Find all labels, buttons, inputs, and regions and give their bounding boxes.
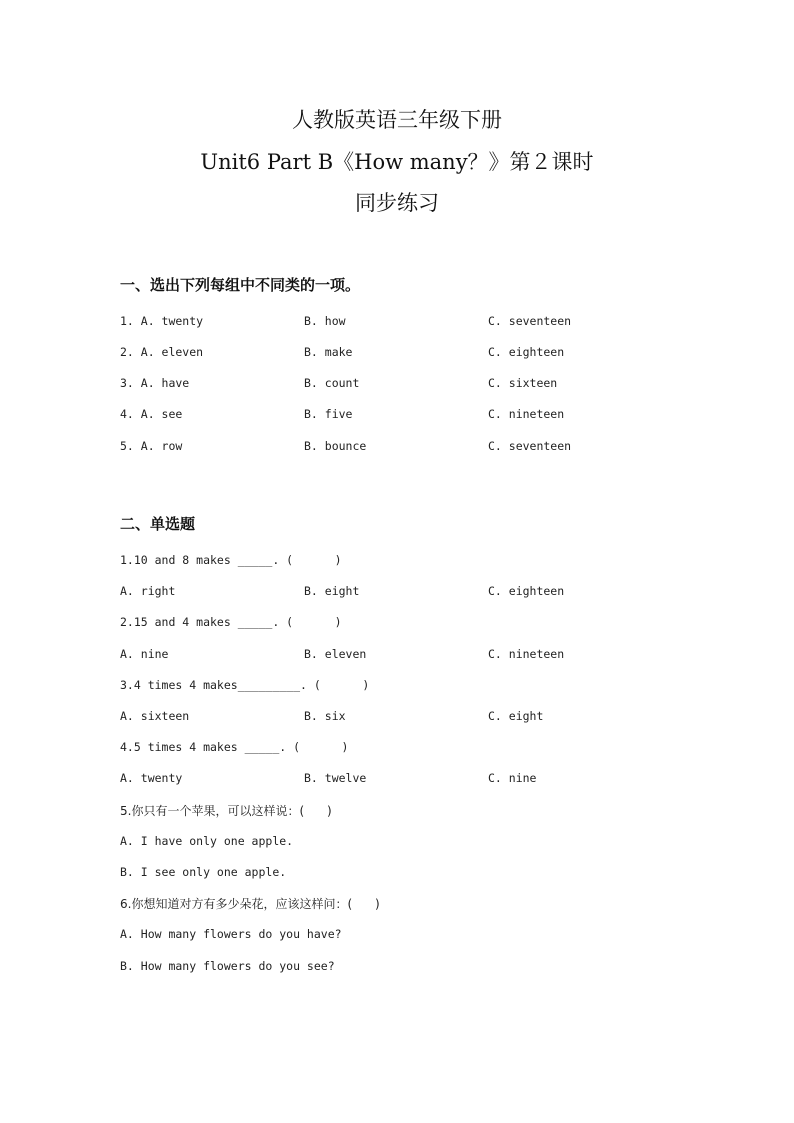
- option-a: 4. A. see: [120, 407, 183, 421]
- option-b: B. I see only one apple.: [120, 865, 287, 879]
- option-c: C. sixteen: [488, 376, 558, 390]
- question-text: 4.5 times 4 makes _____. ( ): [120, 740, 349, 754]
- option-c: C. eight: [488, 709, 544, 723]
- question-4-stem: [0, 740, 794, 758]
- odd-one-out-row-4: [0, 407, 794, 425]
- option-a: A. nine: [120, 647, 169, 661]
- question-6-option-b: [0, 959, 794, 977]
- section-single-choice-heading: 二、单选题: [120, 515, 196, 533]
- question-4-options: [0, 771, 794, 789]
- title-unit: Unit6 Part B《How many？》第２课时: [200, 150, 594, 174]
- option-a: A. twenty: [120, 771, 183, 785]
- option-b: B. How many flowers do you see?: [120, 959, 335, 973]
- option-b: B. eleven: [304, 647, 367, 661]
- title-textbook: 人教版英语三年级下册: [292, 108, 502, 132]
- question-1-options: [0, 584, 794, 602]
- question-5-option-b: [0, 865, 794, 883]
- section-odd-one-out-heading: 一、选出下列每组中不同类的一项。: [120, 276, 361, 294]
- option-a: 5. A. row: [120, 439, 183, 453]
- option-b: B. eight: [304, 584, 360, 598]
- option-b: B. make: [304, 345, 353, 359]
- option-a: 2. A. eleven: [120, 345, 204, 359]
- question-text: 1.10 and 8 makes _____. ( ): [120, 553, 342, 567]
- option-c: C. nine: [488, 771, 537, 785]
- option-c: C. nineteen: [488, 407, 565, 421]
- option-c: C. seventeen: [488, 314, 572, 328]
- option-c: C. seventeen: [488, 439, 572, 453]
- option-a: A. right: [120, 584, 176, 598]
- question-2-options: [0, 647, 794, 665]
- option-a: A. I have only one apple.: [120, 834, 294, 848]
- question-text: 5.你只有一个苹果，可以这样说：( ): [120, 804, 332, 818]
- odd-one-out-row-2: [0, 345, 794, 363]
- title-practice: 同步练习: [355, 191, 439, 215]
- option-c: C. eighteen: [488, 584, 565, 598]
- option-a: 1. A. twenty: [120, 314, 204, 328]
- question-text: 3.4 times 4 makes_________. ( ): [120, 678, 370, 692]
- option-b: B. five: [304, 407, 353, 421]
- option-a: 3. A. have: [120, 376, 190, 390]
- option-b: B. how: [304, 314, 346, 328]
- question-text: 6.你想知道对方有多少朵花，应该这样问：( ): [120, 897, 380, 911]
- option-b: B. bounce: [304, 439, 367, 453]
- question-1-stem: [0, 553, 794, 571]
- question-3-stem: [0, 678, 794, 696]
- option-b: B. count: [304, 376, 360, 390]
- option-b: B. six: [304, 709, 346, 723]
- question-3-options: [0, 709, 794, 727]
- odd-one-out-row-5: [0, 439, 794, 457]
- option-b: B. twelve: [304, 771, 367, 785]
- odd-one-out-row-3: [0, 376, 794, 394]
- question-text: 2.15 and 4 makes _____. ( ): [120, 615, 342, 629]
- option-c: C. nineteen: [488, 647, 565, 661]
- odd-one-out-row-1: [0, 314, 794, 332]
- question-5-option-a: [0, 834, 794, 852]
- question-6-option-a: [0, 927, 794, 945]
- option-a: A. How many flowers do you have?: [120, 927, 342, 941]
- question-6-stem: [0, 895, 794, 913]
- option-c: C. eighteen: [488, 345, 565, 359]
- option-a: A. sixteen: [120, 709, 190, 723]
- question-5-stem: [0, 802, 794, 820]
- question-2-stem: [0, 615, 794, 633]
